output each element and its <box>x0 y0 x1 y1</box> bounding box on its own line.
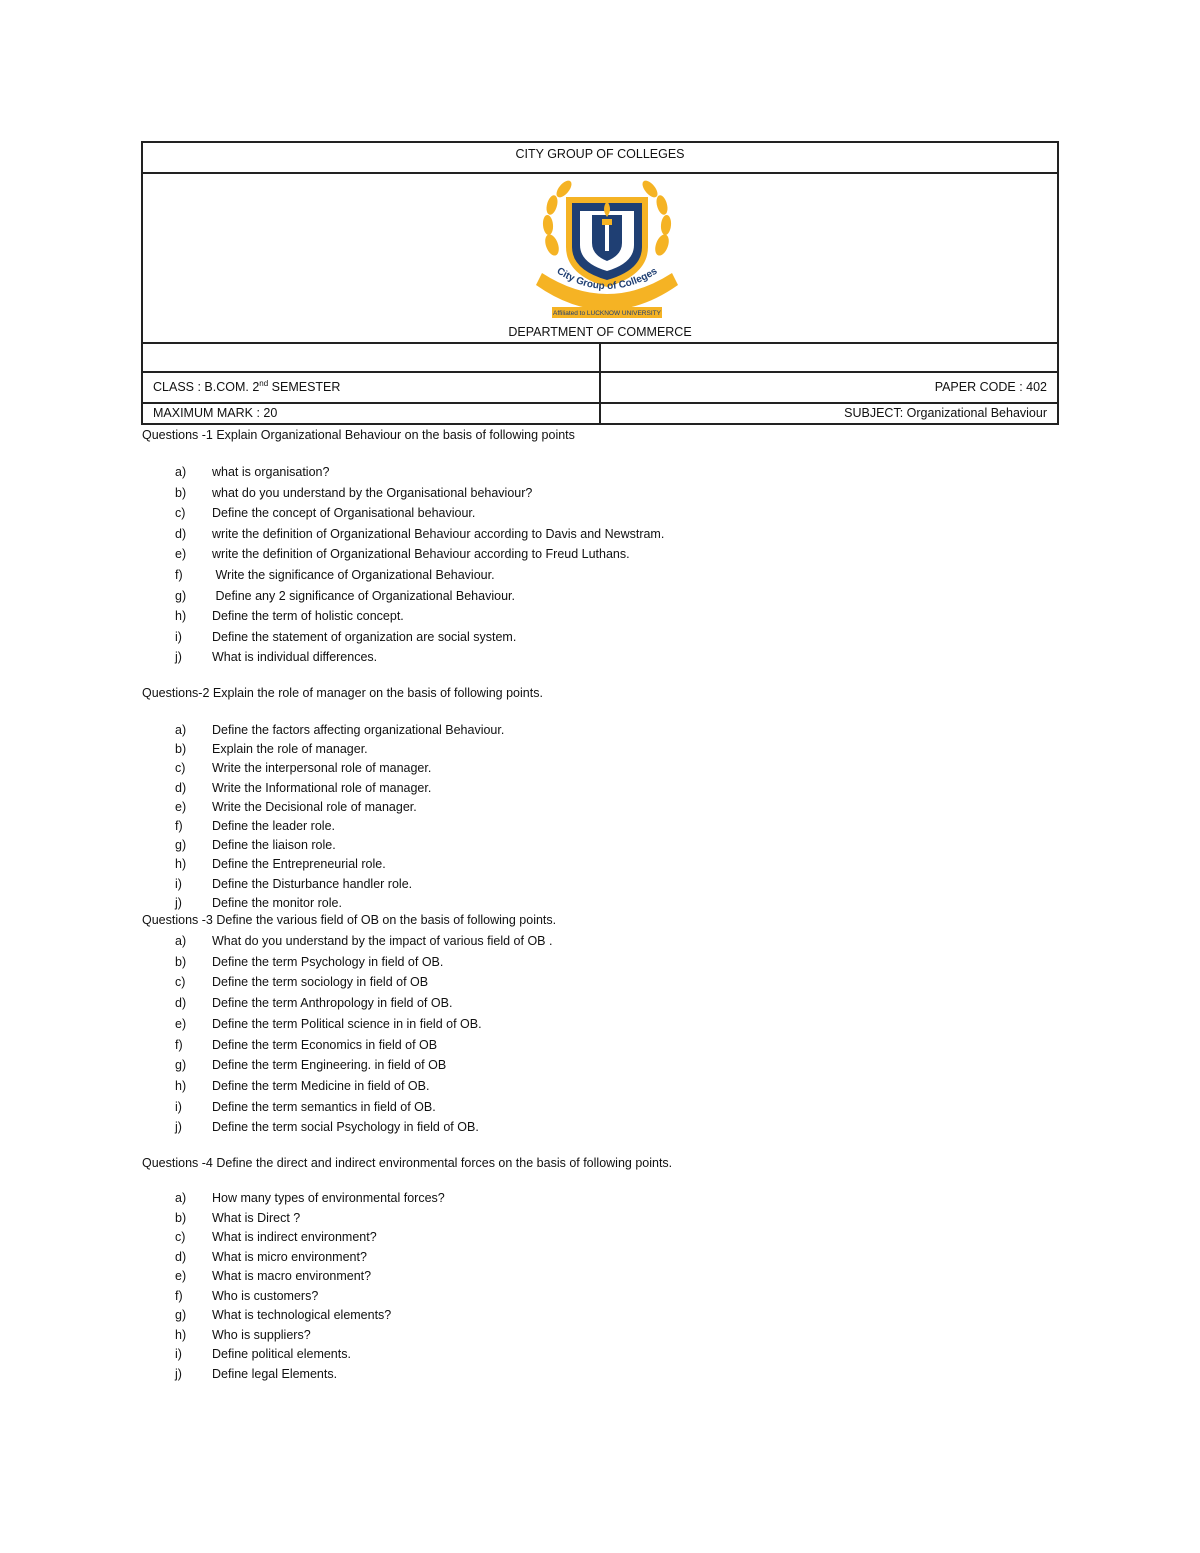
list-item-text: Define the Entrepreneurial role. <box>212 857 386 872</box>
list-item-text: Who is suppliers? <box>212 1327 311 1342</box>
list-item-text: what do you understand by the Organisational behaviour? <box>212 485 533 500</box>
list-item-text: Define the term Engineering. in field of OB <box>212 1058 447 1073</box>
list-item-text: What is indirect environment? <box>212 1230 377 1244</box>
college-logo <box>532 175 682 320</box>
list-item-text: What do you understand by the impact of various field of OB . <box>212 934 553 948</box>
question-heading: Questions -3 Define the various field of OB on the basis of following points. <box>142 913 557 927</box>
list-item-label: b) <box>175 1210 187 1225</box>
list-item-label: g) <box>175 588 187 603</box>
list-item-label: f) <box>175 1288 183 1303</box>
list-item-text: Define the factors affecting organizational Behaviour. <box>212 723 505 737</box>
list-item-text: Define the statement of organization are social system. <box>212 629 517 644</box>
list-item-text: Who is customers? <box>212 1288 319 1303</box>
college-name-row <box>143 143 1057 174</box>
list-item-text: Define the leader role. <box>212 819 335 833</box>
list-item-label: g) <box>175 1308 187 1322</box>
subject: SUBJECT: Organizational Behaviour <box>844 406 1047 420</box>
list-item-text: What is micro environment? <box>212 1249 367 1264</box>
list-item-label: f) <box>175 568 183 582</box>
list-item-label: j) <box>175 650 182 665</box>
question-heading: Questions -1 Explain Organizational Behaviour on the basis of following points <box>142 428 575 442</box>
list-item-label: c) <box>175 506 186 521</box>
list-item-label: c) <box>175 975 186 990</box>
list-item-text: write the definition of Organizational Behaviour according to Freud Luthans. <box>212 547 630 562</box>
list-item-text: Define any 2 significance of Organizational Behaviour. <box>212 588 515 603</box>
list-item-label: e) <box>175 1016 187 1031</box>
list-item-text: Define the term semantics in field of OB. <box>212 1099 436 1114</box>
logo-affiliation: Affiliated to LUCKNOW UNIVERSITY <box>553 310 661 317</box>
college-name: CITY GROUP OF COLLEGES <box>515 147 685 161</box>
list-item-label: b) <box>175 485 187 500</box>
list-item-text: Define the term Economics in field of OB <box>212 1037 438 1052</box>
list-item-label: i) <box>175 629 182 644</box>
department-name: DEPARTMENT OF COMMERCE <box>508 325 692 339</box>
list-item-label: f) <box>175 819 183 833</box>
class-label: CLASS : B.COM. 2nd SEMESTER <box>153 378 341 394</box>
list-item-text: Define the term social Psychology in field of OB. <box>212 1120 479 1135</box>
maximum-mark: MAXIMUM MARK : 20 <box>153 406 278 420</box>
list-item-text: Define the monitor role. <box>212 895 342 910</box>
list-item-label: b) <box>175 954 187 969</box>
list-item-text: Define legal Elements. <box>212 1366 338 1381</box>
list-item-label: h) <box>175 1078 187 1093</box>
list-item-text: Define the concept of Organisational behaviour. <box>212 506 476 521</box>
list-item-text: write the definition of Organizational Behaviour according to Davis and Newstram. <box>212 526 665 541</box>
list-item-label: a) <box>175 934 187 948</box>
list-item-text: What is technological elements? <box>212 1308 392 1322</box>
list-item-label: j) <box>175 1120 182 1135</box>
list-item-label: g) <box>175 838 187 853</box>
question-heading: Questions -4 Define the direct and indirect environmental forces on the basis of following points. <box>142 1156 673 1170</box>
list-item-label: d) <box>175 526 187 541</box>
list-item-text: Explain the role of manager. <box>212 742 368 757</box>
list-item-label: d) <box>175 1249 187 1264</box>
list-item-label: a) <box>175 465 187 479</box>
list-item-label: f) <box>175 1037 183 1052</box>
list-item-label: h) <box>175 857 187 872</box>
list-item-text: Define political elements. <box>212 1347 351 1361</box>
list-item-label: j) <box>175 1366 182 1381</box>
table-divider <box>599 344 601 423</box>
list-item-label: c) <box>175 1230 186 1244</box>
list-item-label: d) <box>175 996 187 1011</box>
list-item-text: Define the term of holistic concept. <box>212 609 404 624</box>
list-item-label: h) <box>175 609 187 624</box>
list-item-label: a) <box>175 723 187 737</box>
list-item-label: g) <box>175 1058 187 1073</box>
question-heading: Questions-2 Explain the role of manager on the basis of following points. <box>142 686 543 700</box>
list-item-text: what is organisation? <box>212 465 330 479</box>
logo-ribbon-text: City Group of Colleges <box>554 265 660 293</box>
list-item-label: b) <box>175 742 187 757</box>
list-item-text: Define the term sociology in field of OB <box>212 975 429 990</box>
list-item-label: i) <box>175 876 182 891</box>
list-item-text: Write the Decisional role of manager. <box>212 799 417 814</box>
paper-code: PAPER CODE : 402 <box>934 380 1047 394</box>
list-item-text: Define the term Medicine in field of OB. <box>212 1078 430 1093</box>
list-item-label: h) <box>175 1327 187 1342</box>
list-item-text: How many types of environmental forces? <box>212 1191 445 1205</box>
list-item-label: j) <box>175 895 182 910</box>
list-item-label: e) <box>175 799 187 814</box>
list-item-label: c) <box>175 761 186 776</box>
list-item-label: e) <box>175 547 187 562</box>
list-item-text: Write the interpersonal role of manager. <box>212 761 432 776</box>
list-item-label: a) <box>175 1191 187 1205</box>
list-item-label: d) <box>175 780 187 795</box>
list-item-text: Define the term Anthropology in field of OB. <box>212 996 453 1011</box>
list-item-text: What is individual differences. <box>212 650 378 665</box>
list-item-text: Define the term Psychology in field of OB. <box>212 954 444 969</box>
list-item-text: Write the Informational role of manager. <box>212 780 432 795</box>
list-item-text: Write the significance of Organizational Behaviour. <box>212 568 495 582</box>
list-item-text: Define the liaison role. <box>212 838 336 853</box>
list-item-text: What is Direct ? <box>212 1210 301 1225</box>
list-item-label: i) <box>175 1099 182 1114</box>
list-item-text: Define the Disturbance handler role. <box>212 876 413 891</box>
list-item-text: What is macro environment? <box>212 1269 372 1283</box>
list-item-text: Define the term Political science in in field of OB. <box>212 1016 482 1031</box>
list-item-label: e) <box>175 1269 187 1283</box>
list-item-label: i) <box>175 1347 182 1361</box>
